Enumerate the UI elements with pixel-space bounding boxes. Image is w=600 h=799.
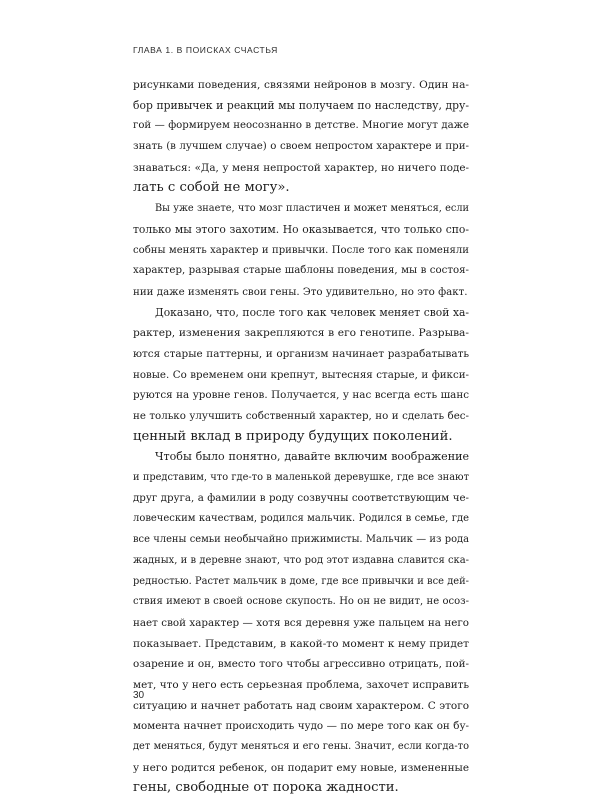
- text-line: у него родится ребенок, он подарит ему новые, измененные: [133, 761, 469, 774]
- text-line: рактер, изменения закрепляются в его генотипе. Разрыва-: [133, 326, 469, 340]
- text-line: ются старые паттерны, и организм начинает разрабатывать: [133, 347, 469, 360]
- text-line: озарение и он, вместо того чтобы агрессивно отрицать, пой-: [133, 658, 469, 671]
- page-number: 30: [133, 690, 145, 701]
- text-line: руются на уровне генов. Получается, у нас всегда есть шанс: [133, 389, 469, 402]
- text-line: и представим, что где-то в маленькой деревушке, где все знают: [133, 472, 469, 484]
- text-line: ловеческим качествам, родился мальчик. Родился в семье, где: [133, 513, 469, 525]
- paragraph: [133, 199, 469, 302]
- text-line: не только улучшить собственный характер, но и сделать бес-: [133, 410, 469, 422]
- body-text: [133, 75, 469, 799]
- text-line: только мы этого захотим. Но оказывается, что только спо-: [133, 222, 469, 236]
- text-line: бор привычек и реакций мы получаем по наследству, дру-: [133, 98, 469, 112]
- text-line: все члены семьи необычайно прижимисты. Мальчик — из рода: [133, 534, 469, 546]
- text-line: знаваться: «Да, у меня непростой характер, но ничего поде-: [133, 161, 469, 174]
- text-line: знать (в лучшем случае) о своем непростом характере и при-: [133, 141, 469, 153]
- text-line: друг друга, а фамилии в роду созвучны соответствующим че-: [133, 492, 469, 504]
- text-line: дет меняться, будут меняться и его гены. Значит, если когда-то: [133, 741, 469, 752]
- text-line: ситуацию и начнет работать над своим характером. С этого: [133, 699, 469, 712]
- text-line: жадных, и в деревне знают, что род этот издавна славится ска-: [133, 554, 469, 566]
- text-line: Чтобы было понятно, давайте включим воображение: [155, 450, 469, 464]
- paragraph: [133, 447, 469, 799]
- text-line: ствия имеют в своей основе скупость. Но он не видит, не осоз-: [133, 596, 469, 608]
- text-line: собны менять характер и привычки. После того как поменяли: [133, 244, 469, 256]
- text-line: гой — формируем неосознанно в детстве. Многие могут даже: [133, 120, 469, 132]
- text-line: характер, разрывая старые шаблоны поведения, мы в состоя-: [133, 265, 469, 277]
- text-line: гены, свободные от порока жадности.: [133, 780, 399, 796]
- text-line: новые. Со временем они крепнут, вытесняя старые, и фикси-: [133, 368, 469, 381]
- text-line: рисунками поведения, связями нейронов в мозгу. Один на-: [133, 79, 469, 91]
- text-line: Доказано, что, после того как человек меняет свой ха-: [155, 305, 469, 319]
- running-head: ГЛАВА 1. В ПОИСКАХ СЧАСТЬЯ: [133, 45, 278, 55]
- text-line: мет, что у него есть серьезная проблема, захочет исправить: [133, 678, 469, 691]
- text-line: ценный вклад в природу будущих поколений.: [133, 428, 453, 444]
- paragraph: [133, 75, 469, 199]
- text-line: редностью. Растет мальчик в доме, где все привычки и все дей-: [133, 575, 469, 587]
- text-line: нии даже изменять свои гены. Это удивительно, но это факт.: [133, 285, 468, 298]
- text-line: момента начнет происходить чудо — по мере того как он бу-: [133, 720, 469, 733]
- text-line: нает свой характер — хотя вся деревня уже пальцем на него: [133, 616, 469, 629]
- text-line: лать с собой не могу».: [133, 180, 290, 196]
- text-line: показывает. Представим, в какой-то момент к нему придет: [133, 637, 469, 650]
- paragraph: [133, 303, 469, 448]
- text-line: Вы уже знаете, что мозг пластичен и может меняться, если: [155, 203, 469, 215]
